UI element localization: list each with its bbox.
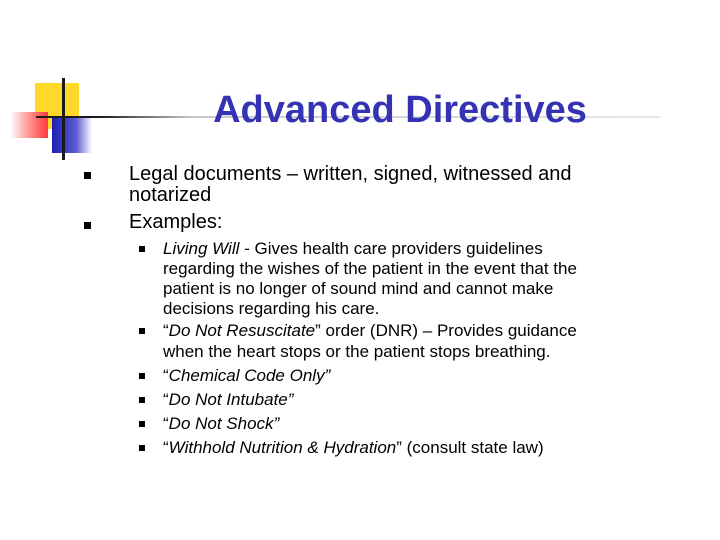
square-bullet-icon (84, 172, 91, 179)
sub-bullet-text: regarding the wishes of the patient in the event that the (163, 259, 577, 278)
sub-bullet-text: Living Will - Gives health care providers guidelines (163, 239, 543, 258)
corner-logo-decoration (0, 0, 120, 170)
square-bullet-icon (139, 397, 145, 403)
square-bullet-icon (139, 246, 145, 252)
bullet-text: notarized (129, 184, 212, 206)
vertical-rule (62, 78, 65, 160)
sub-bullet-text: “Do Not Resuscitate” order (DNR) – Provides guidance (163, 321, 577, 340)
sub-bullet-text: “Do Not Intubate” (163, 390, 294, 409)
square-bullet-icon (139, 373, 145, 379)
square-bullet-icon (139, 421, 145, 427)
sub-bullet-text: decisions regarding his care. (163, 299, 380, 318)
sub-bullet-text: when the heart stops or the patient stops breathing. (163, 342, 551, 361)
sub-bullet-text: “Chemical Code Only” (163, 366, 331, 385)
slide-title: Advanced Directives (213, 89, 587, 131)
blue-square (52, 118, 92, 153)
square-bullet-icon (139, 445, 145, 451)
sub-bullet-text: “Withhold Nutrition & Hydration” (consult state law) (163, 438, 544, 457)
bullet-text: Legal documents – written, signed, witnessed and (129, 163, 572, 185)
bullet-text: Examples: (129, 211, 223, 233)
square-bullet-icon (84, 222, 91, 229)
square-bullet-icon (139, 328, 145, 334)
sub-bullet-text: “Do Not Shock” (163, 414, 280, 433)
sub-bullet-text: patient is no longer of sound mind and cannot make (163, 279, 554, 298)
